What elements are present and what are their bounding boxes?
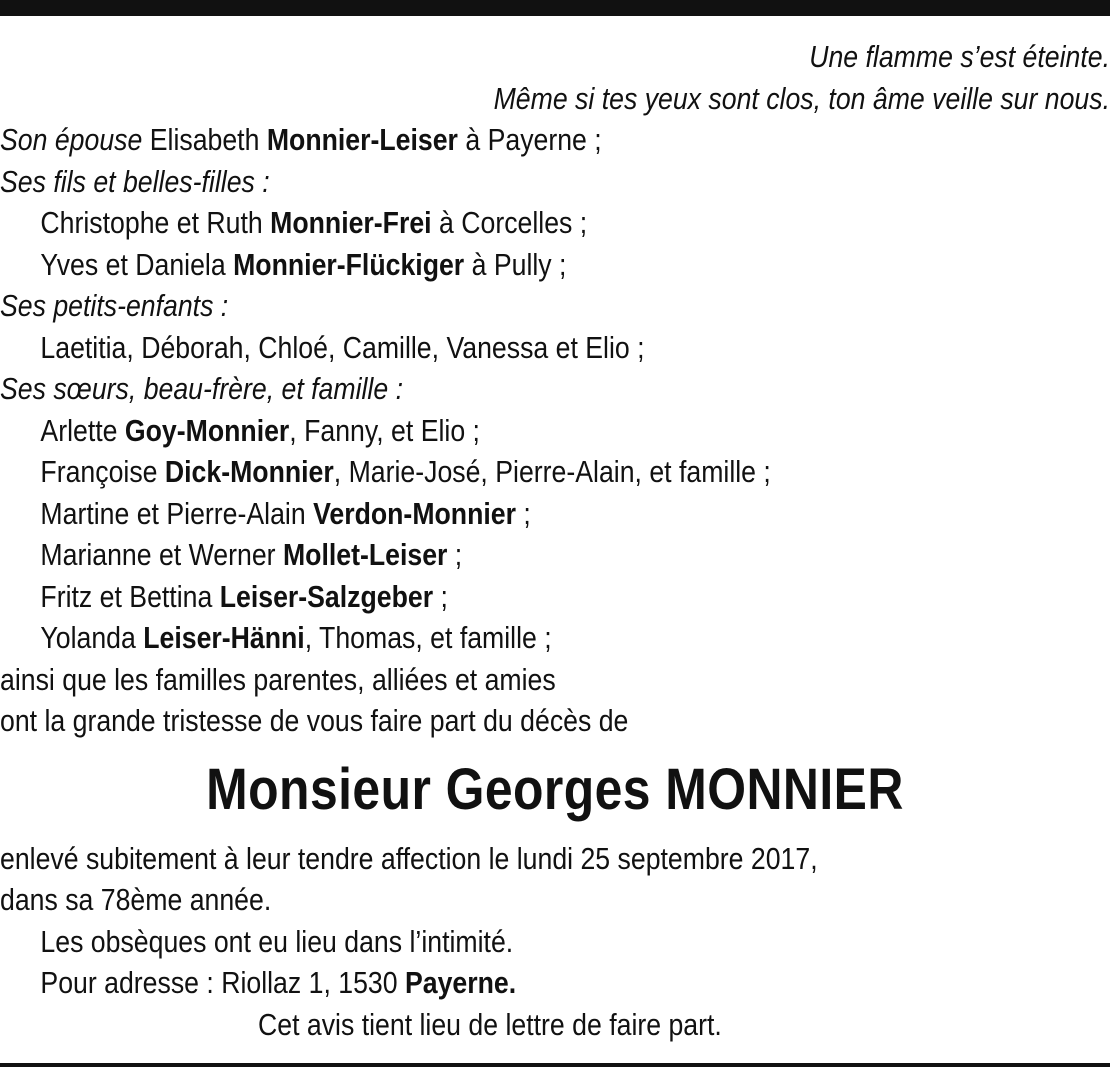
son-names: Yves et Daniela <box>40 246 226 282</box>
sons-label: Ses fils et belles-filles : <box>0 163 270 199</box>
spouse-label: Son épouse <box>0 122 143 157</box>
sibling-names: Fritz et Bettina <box>40 578 213 614</box>
sibling-line <box>0 576 1110 618</box>
deceased-name: Monsieur Georges MONNIER <box>206 756 904 822</box>
sibling-rest: , Marie-José, Pierre-Alain, et famille ; <box>333 454 771 489</box>
sibling-surname: Mollet-Leiser <box>282 537 448 572</box>
footer-line: Cet avis tient lieu de lettre de faire part. <box>258 1006 722 1042</box>
top-rule <box>0 0 1110 16</box>
son-names: Christophe et Ruth <box>40 205 263 240</box>
sibling-line <box>0 493 1110 535</box>
sibling-rest: , Fanny, et Elio ; <box>289 412 480 448</box>
sibling-line <box>0 534 1110 576</box>
son-line <box>0 244 1110 286</box>
spouse-surname: Monnier-Leiser <box>266 122 458 157</box>
son-surname: Monnier-Flückiger <box>233 246 465 282</box>
grandchildren-label: Ses petits-enfants : <box>0 288 229 323</box>
sibling-surname: Dick-Monnier <box>164 454 334 489</box>
sibling-surname: Goy-Monnier <box>124 412 290 448</box>
details-line-2: dans sa 78ème année. <box>0 882 272 917</box>
son-line <box>0 202 1110 244</box>
siblings-label: Ses sœurs, beau-frère, et famille : <box>0 371 404 406</box>
spouse-line <box>0 119 1109 161</box>
details-line-1: enlevé subitement à leur tendre affection le lundi 25 septembre 2017, <box>0 840 818 876</box>
address-label: Pour adresse : Riollaz 1, 1530 <box>40 965 398 1000</box>
sibling-rest: ; <box>447 537 463 572</box>
son-place: à Pully ; <box>471 246 567 282</box>
grandchildren-names: Laetitia, Déborah, Chloé, Camille, Vanessa et Elio ; <box>40 329 645 365</box>
epigraph-line-1: Une flamme s’est éteinte. <box>809 39 1110 74</box>
sibling-names: Yolanda <box>40 620 136 655</box>
sibling-names: Martine et Pierre-Alain <box>40 495 306 531</box>
obituary-notice <box>0 36 1110 1045</box>
sibling-surname: Verdon-Monnier <box>313 495 516 531</box>
epigraph-line-2: Même si tes yeux sont clos, ton âme veille sur nous. <box>493 80 1110 116</box>
sibling-surname: Leiser-Hänni <box>143 620 305 655</box>
sibling-names: Françoise <box>40 454 158 489</box>
son-place: à Corcelles ; <box>439 205 588 240</box>
spouse-place: à Payerne ; <box>465 122 602 157</box>
sibling-surname: Leiser-Salzgeber <box>219 578 434 614</box>
sibling-rest: ; <box>515 495 531 531</box>
sibling-names: Marianne et Werner <box>40 537 276 572</box>
funeral-line: Les obsèques ont eu lieu dans l’intimité. <box>40 923 514 959</box>
closing-line-2: ont la grande tristesse de vous faire part du décès de <box>0 703 629 738</box>
bottom-rule <box>0 1063 1110 1067</box>
closing-line-1: ainsi que les familles parentes, alliées et amies <box>0 661 556 697</box>
spouse-first-name: Elisabeth <box>149 122 260 157</box>
sibling-line <box>0 451 1110 493</box>
son-surname: Monnier-Frei <box>270 205 432 240</box>
sibling-line <box>0 617 1110 659</box>
address-city: Payerne. <box>404 965 517 1000</box>
sibling-line <box>0 410 1110 452</box>
sibling-names: Arlette <box>40 412 118 448</box>
address-line <box>0 962 1110 1004</box>
sibling-rest: ; <box>433 578 448 614</box>
sibling-rest: , Thomas, et famille ; <box>304 620 552 655</box>
